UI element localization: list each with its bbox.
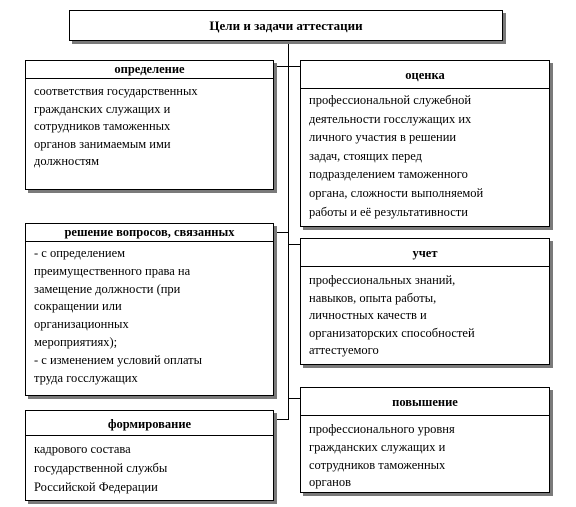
connector-left-2 (273, 232, 289, 233)
block-header: повышение (301, 388, 549, 416)
block-text: соответствия государственных гражданских служащих и сотрудников таможенных органов занимаемым ими должностям (34, 84, 198, 169)
block-opredelenie (25, 60, 274, 190)
block-povyshenie (300, 387, 550, 493)
block-ocenka (300, 60, 550, 227)
block-text: профессиональной служебной деятельности госслужащих их личного участия в решении задач, стоящих перед подразделением таможенного органа, сложности выполняемой работы и её результативности (309, 93, 484, 219)
block-header: решение вопросов, связанных (26, 224, 273, 242)
block-text: - с определением преимущественного права на замещение должности (при сокращении или организационных мероприятиях); - с изменением условий оплаты труда госслужащих (34, 246, 203, 385)
block-header: оценка (301, 61, 549, 89)
block-header: определение (26, 61, 273, 79)
trunk-line (288, 41, 289, 419)
connector-left-3 (273, 419, 289, 420)
block-text: профессиональных знаний, навыков, опыта работы, личностных качеств и организаторских способностей аттестуемого (309, 273, 475, 358)
block-uchet (300, 238, 550, 365)
block-text: профессионального уровня гражданских служащих и сотрудников таможенных органов (309, 422, 455, 490)
diagram-title: Цели и задачи аттестации (69, 10, 503, 41)
connector-right-1 (288, 66, 300, 67)
block-text: кадрового состава государственной службы Российской Федерации (34, 442, 168, 494)
block-formirovanie (25, 410, 274, 501)
connector-right-2 (288, 244, 300, 245)
connector-right-3 (288, 398, 300, 399)
block-reshenie (25, 223, 274, 396)
block-header: учет (301, 239, 549, 267)
block-header: формирование (26, 411, 273, 436)
connector-left-1 (273, 66, 289, 67)
